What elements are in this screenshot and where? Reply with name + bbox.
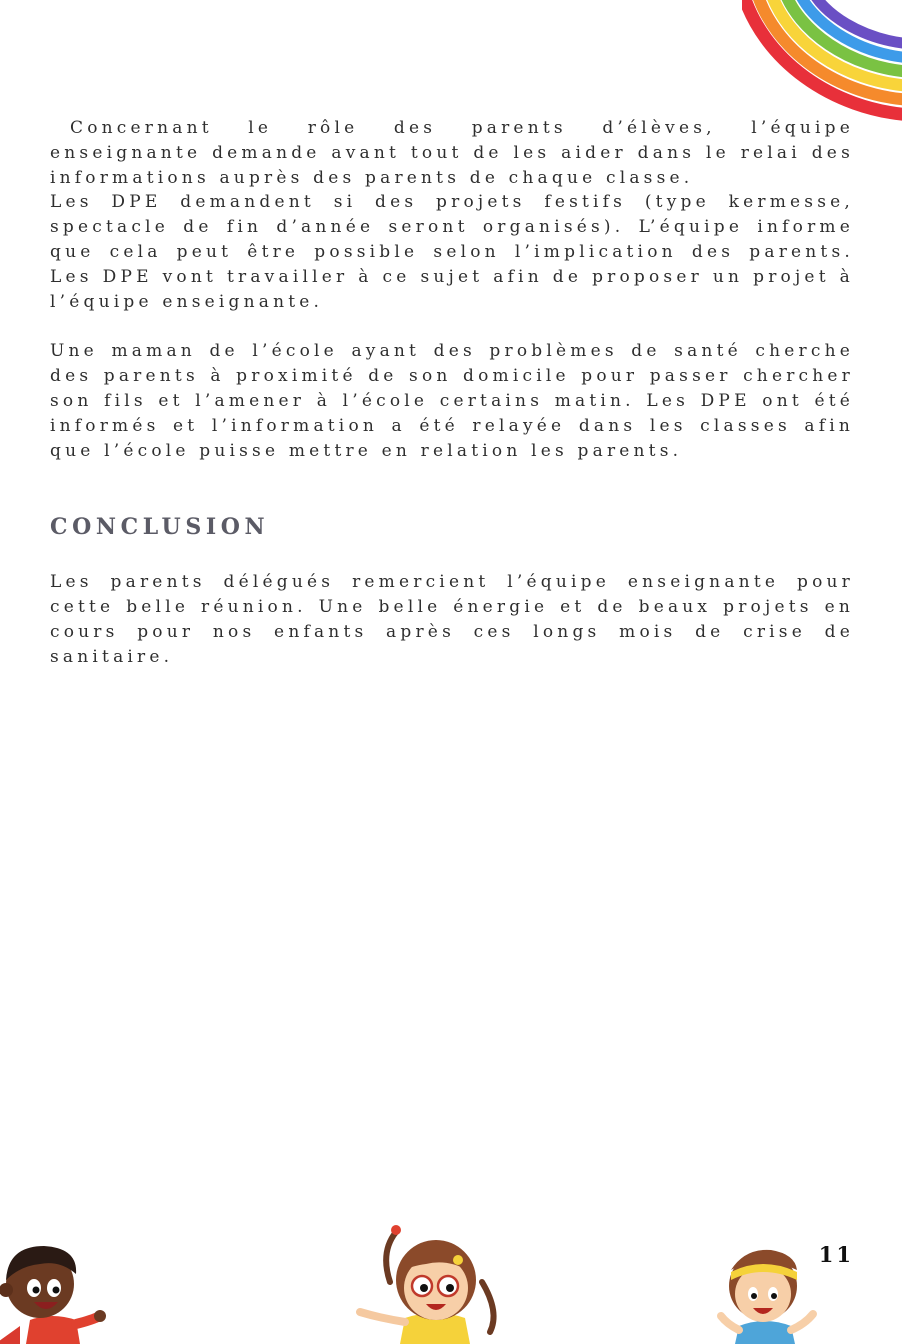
paragraph-parents-role: Concernant le rôle des parents d’élèves, l’équipe enseignante demande avant tout de les aider dans le relai des informations auprès des parents de chaque classe. — [50, 118, 854, 188]
page-number: 11 — [818, 1242, 854, 1267]
conclusion-heading: CONCLUSION — [50, 514, 270, 541]
boy-cartoon-right-icon — [715, 1240, 825, 1344]
paragraph-festive-projects: Les DPE demandent si des projets festifs (type kermesse, spectacle de fin d’année seront organisés). L’équipe informe que cela peut être possible selon l’implication des parents. Les DPE vont travailler à ce sujet afin de proposer un projet à l’équipe enseignante. — [50, 192, 854, 312]
child-cartoon-left-icon — [0, 1240, 110, 1344]
conclusion-text: Les parents délégués remercient l’équipe enseignante pour cette belle réunion. Une belle énergie et de beaux projets en cours pour nos enfants après ces longs mois de crise de sanitaire. — [50, 572, 854, 667]
paragraph-health-request: Une maman de l’école ayant des problèmes de santé cherche des parents à proximité de son domicile pour passer chercher son fils et l’amener à l’école certains matin. Les DPE ont été informés et l’information a été relayée dans les classes afin que l’école puisse mettre en relation les parents. — [50, 341, 854, 461]
document-body — [50, 116, 854, 670]
girl-cartoon-middle-icon — [350, 1222, 510, 1344]
